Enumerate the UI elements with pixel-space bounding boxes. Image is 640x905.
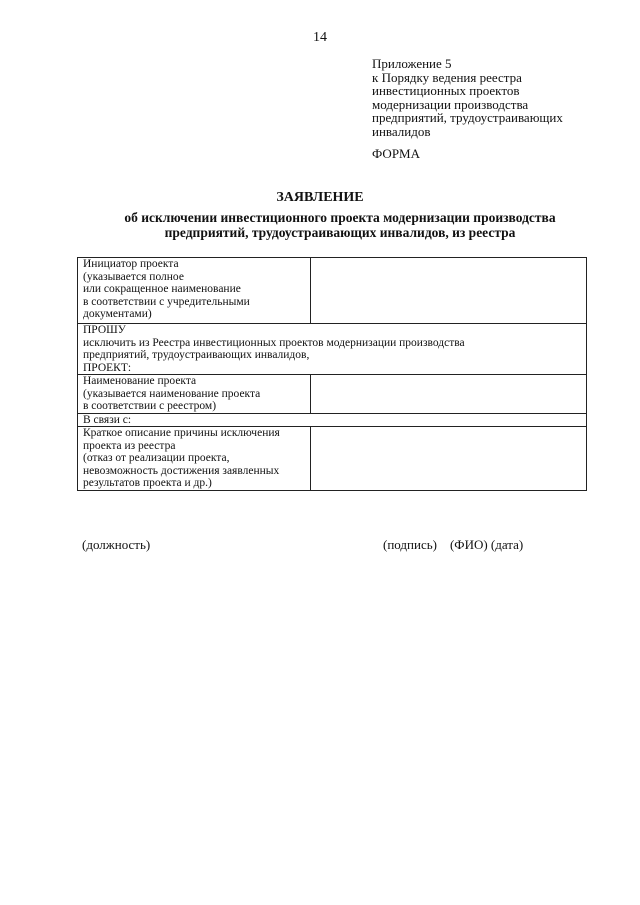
reason-label — [78, 427, 311, 491]
request-line: ПРОШУ — [83, 324, 126, 336]
label-line: (указывается полное — [83, 270, 184, 283]
appendix-line: инвалидов — [372, 123, 431, 139]
label-line: (указывается наименование проекта — [83, 387, 261, 400]
request-line: ПРОЕКТ: — [83, 361, 132, 374]
appendix-line: инвестиционных проектов — [372, 83, 520, 98]
label-line: результатов проекта и др.) — [83, 477, 212, 489]
document-subtitle — [60, 210, 620, 240]
initiator-field[interactable] — [311, 258, 587, 324]
row-request — [78, 324, 587, 375]
appendix-line: предприятий, трудоустраивающих — [372, 110, 563, 125]
label-line: или сокращенное наименование — [83, 283, 241, 295]
row-project-name — [78, 375, 587, 414]
request-text — [78, 324, 587, 375]
label-line: в соответствии с реестром) — [83, 400, 217, 412]
appendix-line: к Порядку ведения реестра — [372, 69, 522, 85]
signature-name-date-label: (подпись) (ФИО) (дата) — [383, 537, 524, 552]
label-line: (отказ от реализации проекта, — [83, 452, 230, 464]
appendix-line: Приложение 5 — [372, 56, 452, 71]
label-line: Инициатор проекта — [83, 258, 179, 270]
initiator-label — [78, 258, 311, 324]
document-title: ЗАЯВЛЕНИЕ — [276, 190, 364, 205]
reason-field[interactable] — [311, 427, 587, 491]
project-name-label — [78, 375, 311, 414]
label-line: документами) — [83, 308, 152, 320]
page-number: 14 — [313, 30, 327, 45]
appendix-line: модернизации производства — [372, 96, 529, 112]
application-form-table — [77, 257, 587, 491]
label-line: Краткое описание причины исключения — [83, 427, 280, 439]
subtitle-line-2: предприятий, трудоустраивающих инвалидов, из реестра — [164, 225, 516, 240]
label-line: невозможность достижения заявленных — [83, 464, 280, 477]
row-initiator — [78, 258, 587, 324]
due-to-line: В связи с: — [83, 413, 132, 426]
subtitle-line-1: об исключении инвестиционного проекта модернизации производства — [124, 210, 556, 225]
request-line: исключить из Реестра инвестиционных проектов модернизации производства — [83, 336, 465, 349]
signature-position-label: (должность) — [82, 537, 151, 552]
project-name-field[interactable] — [311, 375, 587, 414]
form-label: ФОРМА — [372, 146, 420, 161]
label-line: в соответствии с учредительными — [83, 295, 250, 308]
row-reason — [78, 427, 587, 491]
row-due-to — [78, 413, 587, 427]
request-line: предприятий, трудоустраивающих инвалидов, — [83, 349, 310, 361]
due-to-text — [78, 413, 587, 427]
label-line: проекта из реестра — [83, 439, 176, 452]
label-line: Наименование проекта — [83, 375, 197, 387]
appendix-header — [372, 57, 622, 138]
